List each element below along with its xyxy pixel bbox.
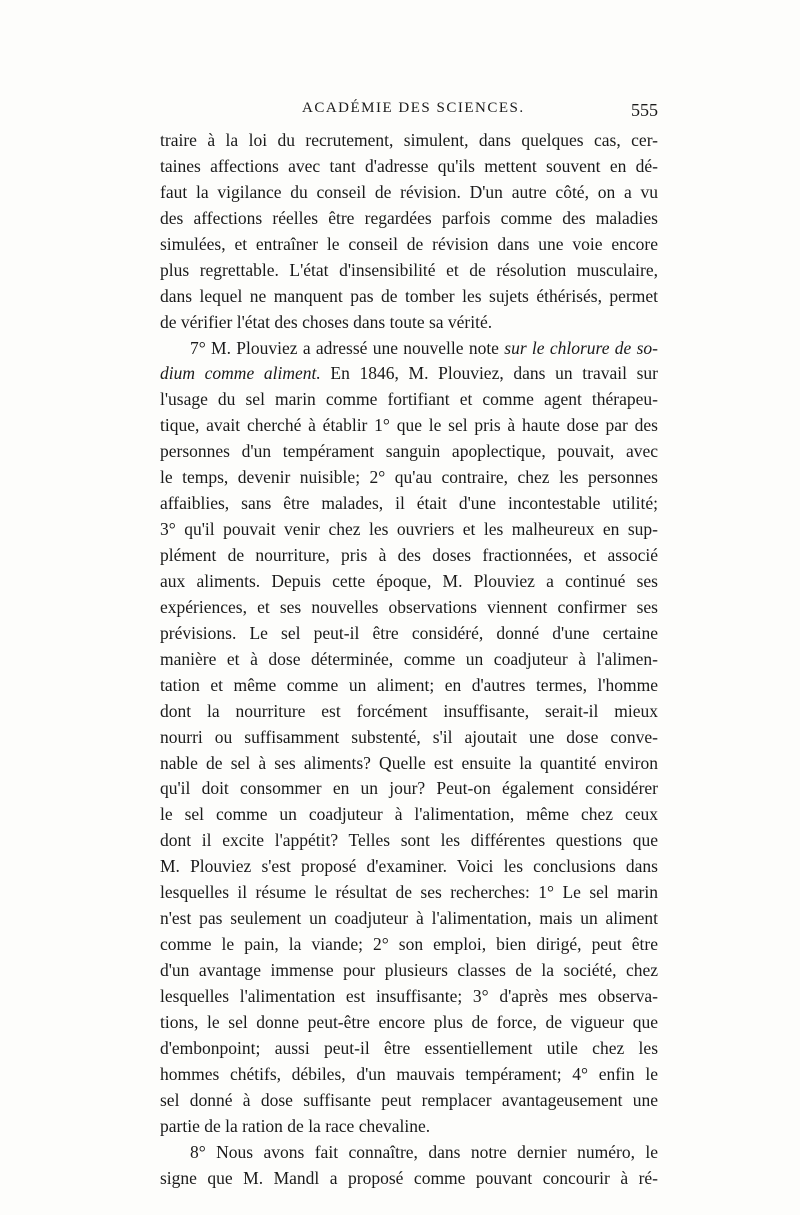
text-line: manière et à dose déterminée, comme un coadjuteur à l'alimen-: [160, 648, 658, 669]
body-text: [160, 128, 658, 1191]
text-line: expériences, et ses nouvelles observations viennent confirmer ses: [160, 596, 658, 617]
text-line: prévisions. Le sel peut-il être considéré, donné d'une certaine: [160, 622, 658, 643]
text-line: signe que M. Mandl a proposé comme pouvant concourir à ré-: [160, 1167, 658, 1188]
text-line: nable de sel à ses aliments? Quelle est ensuite la quantité environ: [160, 752, 658, 773]
text-line: affaiblies, sans être malades, il était d'une incontestable utilité;: [160, 493, 658, 514]
text-line: des affections réelles être regardées parfois comme des maladies: [160, 207, 658, 228]
text-line: faut la vigilance du conseil de révision. D'un autre côté, on a vu: [160, 181, 658, 202]
text-line: dont la nourriture est forcément insuffisante, serait-il mieux: [160, 700, 658, 721]
italic-title-fragment: sur le chlorure de so-: [504, 337, 658, 358]
text-line: dont il excite l'appétit? Telles sont les différentes questions que: [160, 830, 658, 851]
text-line: plus regrettable. L'état d'insensibilité et de résolution musculaire,: [160, 259, 658, 280]
text-line: aux aliments. Depuis cette époque, M. Plouviez a continué ses: [160, 570, 658, 591]
text-line: plément de nourriture, pris à des doses fractionnées, et associé: [160, 545, 658, 565]
italic-title-fragment: dium comme aliment.: [160, 363, 321, 384]
text-line: lesquelles l'alimentation est insuffisante; 3° d'après mes observa-: [160, 985, 658, 1006]
page-header: [160, 100, 658, 124]
text-line: personnes d'un tempérament sanguin apoplectique, pouvait, avec: [160, 441, 658, 462]
text-line: le sel comme un coadjuteur à l'alimentation, même chez ceux: [160, 804, 658, 825]
running-head: ACADÉMIE DES SCIENCES.: [302, 100, 525, 116]
text-line: [160, 336, 658, 362]
text-line: simulées, et entraîner le conseil de révision dans une voie encore: [160, 233, 658, 254]
page-number: 555: [631, 100, 658, 120]
text-line: qu'il doit consommer en un jour? Peut-on également considérer: [160, 778, 658, 799]
text-line: dans lequel ne manquent pas de tomber les sujets éthérisés, permet: [160, 285, 658, 306]
text-line: tique, avait cherché à établir 1° que le sel pris à haute dose par des: [160, 415, 658, 436]
text-line: 8° Nous avons fait connaître, dans notre dernier numéro, le: [190, 1141, 658, 1162]
text-line: traire à la loi du recrutement, simulent, dans quelques cas, cer-: [160, 130, 658, 150]
text-line: taines affections avec tant d'adresse qu'ils mettent souvent en dé-: [160, 155, 658, 176]
text-line: n'est pas seulement un coadjuteur à l'alimentation, mais un aliment: [160, 908, 658, 929]
text-line: l'usage du sel marin comme fortifiant et comme agent thérapeu-: [160, 389, 658, 410]
text-fragment: En 1846, M. Plouviez, dans un travail sur: [320, 363, 658, 384]
text-line: [160, 361, 658, 387]
text-line: le temps, devenir nuisible; 2° qu'au contraire, chez les personnes: [160, 467, 658, 488]
text-line: partie de la ration de la race chevaline.: [160, 1115, 431, 1136]
text-line: nourri ou suffisamment substenté, s'il ajoutait une dose conve-: [160, 726, 658, 747]
text-line: M. Plouviez s'est proposé d'examiner. Voici les conclusions dans: [160, 856, 658, 877]
text-fragment: 7° M. Plouviez a adressé une nouvelle note: [190, 337, 505, 358]
text-line: d'un avantage immense pour plusieurs classes de la société, chez: [160, 960, 658, 980]
text-line: sel donné à dose suffisante peut remplacer avantageusement une: [160, 1089, 658, 1110]
text-line: d'embonpoint; aussi peut-il être essentiellement utile chez les: [160, 1037, 658, 1058]
text-line: hommes chétifs, débiles, d'un mauvais tempérament; 4° enfin le: [160, 1063, 658, 1084]
text-line: 3° qu'il pouvait venir chez les ouvriers et les malheureux en sup-: [160, 519, 658, 540]
text-line: de vérifier l'état des choses dans toute sa vérité.: [160, 311, 493, 332]
text-line: comme le pain, la viande; 2° son emploi, bien dirigé, peut être: [160, 934, 658, 955]
text-line: tation et même comme un aliment; en d'autres termes, l'homme: [160, 674, 658, 695]
text-line: tions, le sel donne peut-être encore plus de force, de vigueur que: [160, 1011, 658, 1032]
text-line: lesquelles il résume le résultat de ses recherches: 1° Le sel marin: [160, 882, 658, 903]
